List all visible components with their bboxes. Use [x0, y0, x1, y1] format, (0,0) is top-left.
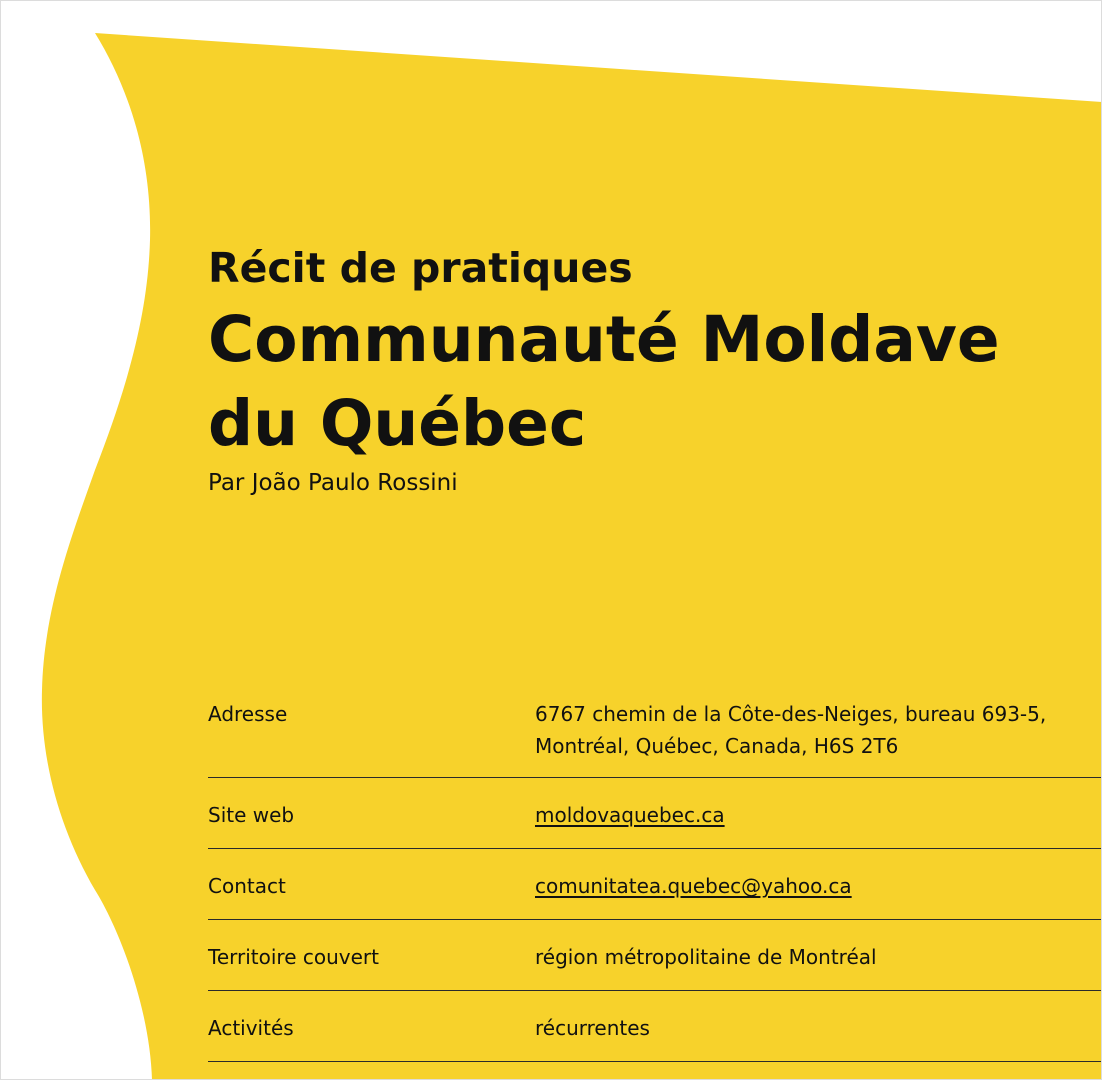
activities-value: récurrentes — [535, 1016, 650, 1040]
website-label: Site web — [208, 803, 295, 827]
address-line-1: 6767 chemin de la Côte-des-Neiges, bureau 693-5, — [535, 702, 1047, 726]
contact-value-cell — [535, 870, 1102, 919]
info-row-activities — [208, 991, 1102, 1062]
kicker-heading: Récit de pratiques — [208, 244, 633, 292]
info-row-contact — [208, 849, 1102, 920]
address-label: Adresse — [208, 702, 288, 726]
territory-label: Territoire couvert — [208, 945, 379, 969]
author-byline: Par João Paulo Rossini — [208, 470, 458, 496]
info-row-territory — [208, 920, 1102, 991]
info-row-address — [208, 694, 1102, 778]
document-title-line-1: Communauté Moldave — [208, 303, 1000, 376]
contact-email-link[interactable]: comunitatea.quebec@yahoo.ca — [535, 874, 852, 898]
address-line-2: Montréal, Québec, Canada, H6S 2T6 — [535, 734, 899, 758]
info-row-website — [208, 778, 1102, 849]
info-table — [208, 694, 1102, 1062]
website-value-cell — [535, 799, 1102, 848]
territory-value: région métropolitaine de Montréal — [535, 945, 877, 969]
title-block — [208, 238, 1102, 500]
website-link[interactable]: moldovaquebec.ca — [535, 803, 725, 827]
activities-label: Activités — [208, 1016, 294, 1040]
address-value — [535, 698, 1102, 777]
document-title-line-2: du Québec — [208, 387, 587, 460]
contact-label: Contact — [208, 874, 286, 898]
